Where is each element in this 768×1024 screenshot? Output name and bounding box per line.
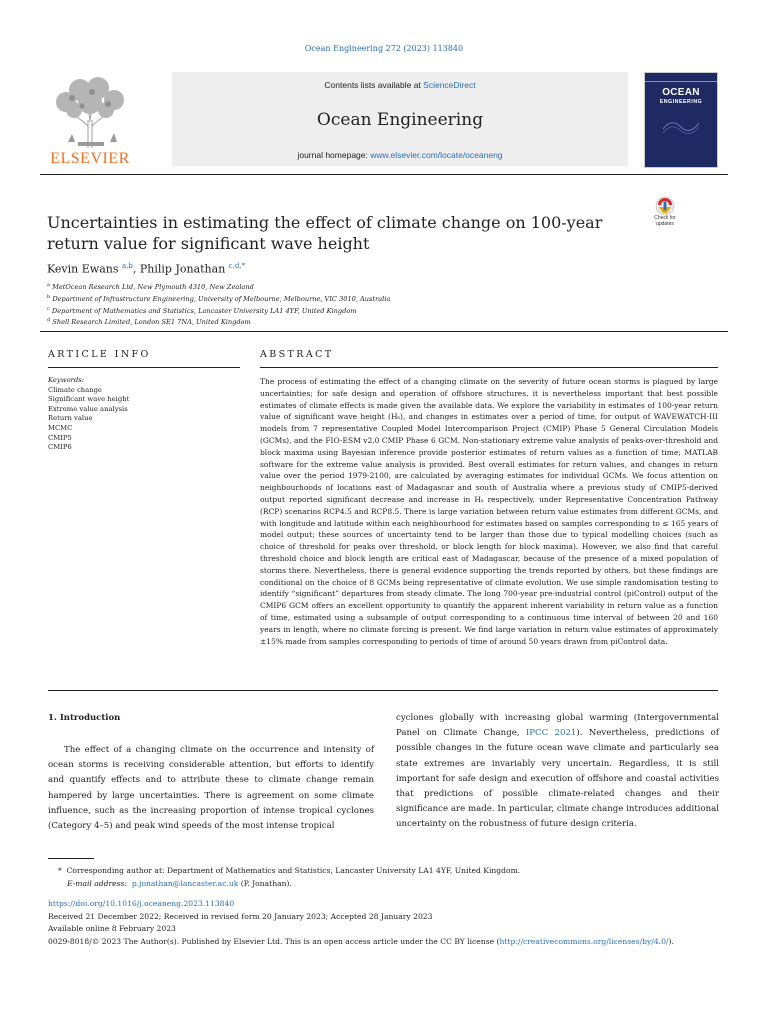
body-paragraph: The effect of a changing climate on the occurrence and intensity of ocean storms is receiving considerable attention, but efforts to identify and quantify effects and to attribute these to climate change remain hampered by large uncertainties. There is agreement on some climate influence, such as the increasing proportion of intense tropical cyclones (Category 4–5) and peak wind speeds of the most intense tropical bbox=[48, 745, 374, 832]
affiliation: $^c$ Department of Mathematics and Statistics, Lancaster University LA1 4YF, United Kingdom bbox=[47, 306, 357, 316]
keyword: Significant wave height bbox=[48, 395, 130, 404]
crossmark-icon bbox=[646, 196, 684, 216]
author-name: Kevin Ewans bbox=[47, 262, 119, 276]
section-heading-introduction: 1. Introduction bbox=[48, 713, 121, 723]
homepage-line bbox=[172, 150, 628, 160]
abstract-bottom-rule bbox=[48, 690, 718, 691]
journal-masthead bbox=[40, 70, 728, 170]
keyword: Extreme value analysis bbox=[48, 404, 128, 413]
contents-line bbox=[172, 80, 628, 90]
article-title: Uncertainties in estimating the effect of climate change on 100-year return value for significant wave height bbox=[47, 213, 603, 253]
sciencedirect-link[interactable]: ScienceDirect bbox=[423, 80, 476, 90]
doi-link[interactable]: https://doi.org/10.1016/j.oceaneng.2023.113840 bbox=[48, 899, 235, 908]
available-online-date: Available online 8 February 2023 bbox=[48, 924, 176, 934]
keyword: MCMC bbox=[48, 423, 73, 432]
abstract-body bbox=[260, 376, 718, 647]
masthead-rule bbox=[40, 174, 728, 175]
keyword: CMIP5 bbox=[48, 433, 72, 442]
journal-name: Ocean Engineering bbox=[316, 110, 484, 130]
author-affiliation-link[interactable]: c,d,* bbox=[228, 262, 246, 270]
body-paragraph: cyclones globally with increasing global warming (Intergovernmental Panel on Climate Change, IPCC 2021). Nevertheless, predictions of possible changes in the future ocean wave climate and particularly sea state extremes are invariably very uncertain. Regardless, it is still important for safe design and execution of offshore and coastal activities that predictions of possible climate-related changes and their significance are made. In particular, climate change introduces additional uncertainty on the robustness of future design criteria. bbox=[396, 713, 720, 830]
email-suffix: (P. Jonathan). bbox=[238, 878, 292, 888]
article-info-rule bbox=[48, 367, 240, 368]
homepage-prefix: journal homepage: bbox=[297, 150, 371, 160]
abstract-rule bbox=[260, 367, 718, 368]
cover-wave-icon bbox=[663, 115, 699, 135]
keyword: CMIP6 bbox=[48, 443, 72, 452]
contents-prefix: Contents lists available at bbox=[324, 80, 424, 90]
received-dates: Received 21 December 2022; Received in revised form 20 January 2023; Accepted 28 January 2023 bbox=[48, 911, 433, 921]
author-affiliation-link[interactable]: a,b bbox=[121, 262, 133, 270]
abstract-heading: ABSTRACT bbox=[260, 349, 334, 360]
keywords-title: Keywords: bbox=[48, 376, 85, 384]
cover-band bbox=[645, 81, 717, 82]
cover-title-line-2: ENGINEERING bbox=[659, 99, 703, 105]
cover-title-line-1: OCEAN bbox=[662, 87, 700, 98]
license-link[interactable]: http://creativecommons.org/licenses/by/4.0/ bbox=[499, 936, 669, 946]
body-column-left bbox=[48, 743, 374, 834]
footnote-marker: * bbox=[58, 866, 62, 875]
masthead-center-panel bbox=[172, 72, 628, 166]
title-block-rule bbox=[40, 331, 728, 332]
author-name: Philip Jonathan bbox=[139, 262, 226, 276]
author-list bbox=[47, 262, 245, 276]
journal-cover-thumbnail[interactable] bbox=[644, 72, 718, 168]
corresponding-author-footnote bbox=[58, 865, 718, 891]
affiliation: $^d$ Shell Research Limited, London SE1 7NA, United Kingdom bbox=[47, 317, 251, 327]
elsevier-wordmark: ELSEVIER bbox=[50, 150, 130, 167]
email-label: E-mail address: bbox=[67, 878, 127, 888]
keywords-block bbox=[48, 376, 129, 453]
affiliation: $^a$ MetOcean Research Ltd, New Plymouth 4310, New Zealand bbox=[47, 282, 254, 292]
author-separator: , bbox=[132, 262, 140, 276]
body-column-right bbox=[396, 711, 719, 833]
crossmark-label: Check for updates bbox=[654, 215, 676, 227]
article-footer bbox=[48, 898, 728, 948]
affiliation: $^b$ Department of Infrastructure Engineering, University of Melbourne, Melbourne, VIC 3010, Australia bbox=[47, 294, 391, 304]
abstract-paragraph: The process of estimating the effect of a changing climate on the severity of future ocean storms is plagued by large uncertainties; for safe design and operation of offshore structures, it is nevertheless important that best possible estimates of climate effects is made given the available data. We explore the variability in estimates of 100-year return value of significant wave height (Hₛ), and changes in estimates over a period of time, for output of WAVEWATCH-III models from 7 representative Coupled Model Intercomparison Project (CMIP) Phase 5 General Circulation Models (GCMs), and the FIO-ESM v2.0 CMIP Phase 6 GCM. Non-stationary extreme value analysis of peaks-over-threshold and block maxima using Bayesian inference provide posterior estimates of return values as a function of time; MATLAB software for the extreme value analysis is provided. Best overall estimates for return values, and changes in return value over the period 1979-2100, are calculated by averaging estimates for individual GCMs. We focus attention on neighbourhoods of locations east of Madagascar and south of Australia where a previous study of CMIP5-derived output reported significant decrease and increase in Hₛ respectively, under Representative Concentration Pathway (RCP) scenarios RCP4.5 and RCP8.5. There is large variation between return value estimates from different GCMs, and with longitude and latitude within each neighbourhood for estimates based on samples corresponding to ≤ 165 years of model output; these sources of uncertainty tend to be larger than those due to typical modelling choices (such as choice of threshold for peaks over threshold, or block length for block maxima). However, we also find that careful threshold choice and block length are critical east of Madagascar, because of the presence of a mixed population of storms there. Nevertheless, there is general evidence supporting the trends reported by others, but these findings are conditional on the choice of 8 GCMs being representative of climate evolution. We use simple randomisation testing to identify “significant” departures from steady climate. The long 700-year pre-industrial control (piControl) output of the CMIP6 GCM offers an excellent opportunity to quantify the apparent inherent variability in return value as a function of time, estimated using a subsample of output corresponding to a continuous time interval of between 20 and 160 years in length, where no climate forcing is present. We find large variation in return value estimates of approximately ±15% made from samples corresponding to periods of time of around 50 years drawn from piControl data. bbox=[260, 377, 718, 646]
keyword: Climate change bbox=[48, 385, 102, 394]
footnote-rule bbox=[48, 858, 94, 859]
journal-citation[interactable]: Ocean Engineering 272 (2023) 113840 bbox=[304, 44, 464, 53]
elsevier-tree-logo-icon bbox=[48, 76, 132, 150]
ipcc-citation-link[interactable]: IPCC 2021 bbox=[525, 728, 577, 739]
article-info-heading: ARTICLE INFO bbox=[48, 349, 151, 360]
email-link[interactable]: p.jonathan@lancaster.ac.uk bbox=[131, 878, 239, 888]
journal-homepage-link[interactable]: www.elsevier.com/locate/oceaneng bbox=[370, 150, 503, 160]
license-line: 0029-8018/© 2023 The Author(s). Published by Elsevier Ltd. This is an open access article under the CC BY license (http://creativecommons.org/licenses/by/4.0/). bbox=[48, 936, 674, 946]
corresponding-author-text: Corresponding author at: Department of Mathematics and Statistics, Lancaster University LA1 4YF, United Kingdom. bbox=[66, 866, 521, 875]
crossmark-badge[interactable] bbox=[646, 196, 684, 230]
keyword: Return value bbox=[48, 414, 93, 423]
